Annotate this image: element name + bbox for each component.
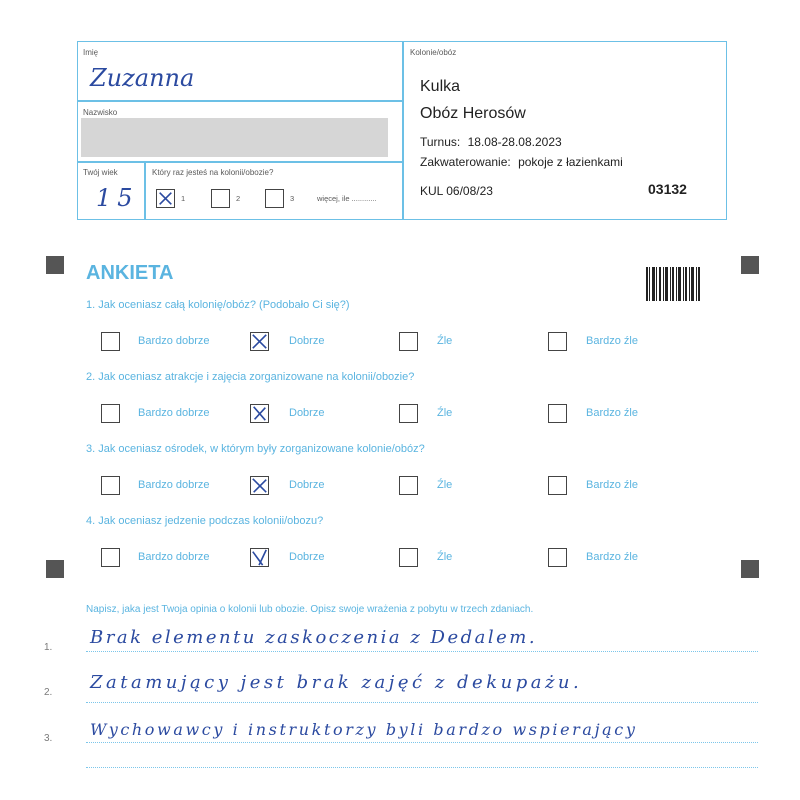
q1-checkbox-bardzo-zle[interactable] — [548, 332, 567, 351]
q2-checkbox-dobrze[interactable] — [250, 404, 269, 423]
q1-checkbox-dobrze[interactable] — [250, 332, 269, 351]
header-divider-age — [144, 161, 146, 220]
q4-option-bardzo-dobrze: Bardzo dobrze — [138, 551, 210, 563]
opinion-prompt: Napisz, jaka jest Twoja opinia o kolonii lub obozie. Opisz swoje wrażenia z pobytu w trzech zdaniach. — [86, 604, 534, 615]
q4-option-bardzo-zle: Bardzo źle — [586, 551, 638, 563]
check-mark-icon — [251, 405, 268, 422]
q4-option-dobrze: Dobrze — [289, 551, 325, 563]
header-divider-name — [77, 100, 403, 102]
form-number: 03132 — [648, 181, 687, 197]
question-1: 1. Jak oceniasz całą kolonię/obóz? (Podobało Ci się?) — [86, 299, 350, 311]
q4-checkbox-dobrze[interactable] — [250, 548, 269, 567]
check-mark-icon — [251, 477, 268, 494]
q1-option-bardzo-zle: Bardzo źle — [586, 335, 638, 347]
q2-option-dobrze: Dobrze — [289, 407, 325, 419]
turnus-label: Turnus: — [420, 135, 461, 149]
check-mark-icon — [157, 190, 174, 207]
age-value: 15 — [96, 184, 139, 212]
surname-label: Nazwisko — [83, 108, 118, 117]
q1-option-dobrze: Dobrze — [289, 335, 325, 347]
q3-option-zle: Źle — [437, 479, 453, 491]
q2-checkbox-bardzo-zle[interactable] — [548, 404, 567, 423]
q1-option-zle: Źle — [437, 335, 453, 347]
q2-option-bardzo-zle: Bardzo źle — [586, 407, 638, 419]
answer-line-4-rule — [86, 767, 758, 768]
question-4: 4. Jak oceniasz jedzenie podczas kolonii/obozu? — [86, 515, 324, 527]
registration-mark — [46, 256, 64, 274]
barcode-icon — [646, 267, 701, 301]
q2-option-zle: Źle — [437, 407, 453, 419]
camp-label: Kolonie/obóz — [410, 48, 457, 57]
registration-mark — [46, 560, 64, 578]
answer-line-1: Brak elementu zaskoczenia z Dedalem. — [90, 627, 538, 648]
line-number: 2. — [44, 687, 53, 698]
times-checkbox-3[interactable] — [265, 189, 284, 208]
answer-line-2-rule — [86, 702, 758, 703]
q4-checkbox-bardzo-zle[interactable] — [548, 548, 567, 567]
q3-checkbox-zle[interactable] — [399, 476, 418, 495]
line-number: 1. — [44, 642, 53, 653]
q3-option-bardzo-zle: Bardzo źle — [586, 479, 638, 491]
q3-checkbox-bardzo-zle[interactable] — [548, 476, 567, 495]
first-name-value: Zuzanna — [90, 64, 195, 92]
surname-redaction — [81, 118, 388, 157]
q2-checkbox-bardzo-dobrze[interactable] — [101, 404, 120, 423]
line-number: 3. — [44, 733, 53, 744]
q1-checkbox-bardzo-dobrze[interactable] — [101, 332, 120, 351]
times-checkbox-2[interactable] — [211, 189, 230, 208]
question-2: 2. Jak oceniasz atrakcje i zajęcia zorganizowane na kolonii/obozie? — [86, 371, 415, 383]
q2-option-bardzo-dobrze: Bardzo dobrze — [138, 407, 210, 419]
times-checkbox-1[interactable] — [156, 189, 175, 208]
camp-subtitle: Obóz Herosów — [420, 105, 526, 122]
survey-title: ANKIETA — [86, 262, 174, 284]
q3-checkbox-dobrze[interactable] — [250, 476, 269, 495]
answer-line-3-rule — [86, 742, 758, 743]
times-more: więcej, ile ............ — [317, 194, 377, 203]
q1-option-bardzo-dobrze: Bardzo dobrze — [138, 335, 210, 347]
header-divider-surname — [77, 161, 403, 163]
q4-checkbox-bardzo-dobrze[interactable] — [101, 548, 120, 567]
answer-line-3: Wychowawcy i instruktorzy byli bardzo wspierający — [90, 720, 638, 739]
answer-line-1-rule — [86, 651, 758, 652]
camp-name: Kulka — [420, 78, 461, 95]
q4-option-zle: Źle — [437, 551, 453, 563]
age-label: Twój wiek — [83, 168, 118, 177]
q2-checkbox-zle[interactable] — [399, 404, 418, 423]
q3-option-bardzo-dobrze: Bardzo dobrze — [138, 479, 210, 491]
registration-mark — [741, 560, 759, 578]
check-mark-icon — [251, 333, 268, 350]
times-option-1: 1 — [181, 194, 186, 203]
times-option-2: 2 — [236, 194, 241, 203]
turnus-value: 18.08-28.08.2023 — [467, 135, 562, 149]
times-label: Który raz jesteś na kolonii/obozie? — [152, 168, 274, 177]
q1-checkbox-zle[interactable] — [399, 332, 418, 351]
question-3: 3. Jak oceniasz ośrodek, w którym były zorganizowane kolonie/obóz? — [86, 443, 425, 455]
answer-line-2: Zatamujący jest brak zajęć z dekupażu. — [90, 672, 583, 693]
first-name-label: Imię — [83, 48, 99, 57]
check-mark-icon — [251, 549, 268, 566]
accommodation-label: Zakwaterowanie: — [420, 155, 511, 169]
registration-mark — [741, 256, 759, 274]
turnus-row — [420, 135, 562, 149]
camp-code: KUL 06/08/23 — [420, 184, 493, 198]
header-divider-vertical — [402, 41, 404, 220]
q3-option-dobrze: Dobrze — [289, 479, 325, 491]
q4-checkbox-zle[interactable] — [399, 548, 418, 567]
accommodation-row — [420, 155, 623, 169]
accommodation-value: pokoje z łazienkami — [518, 155, 623, 169]
times-option-3: 3 — [290, 194, 295, 203]
q3-checkbox-bardzo-dobrze[interactable] — [101, 476, 120, 495]
